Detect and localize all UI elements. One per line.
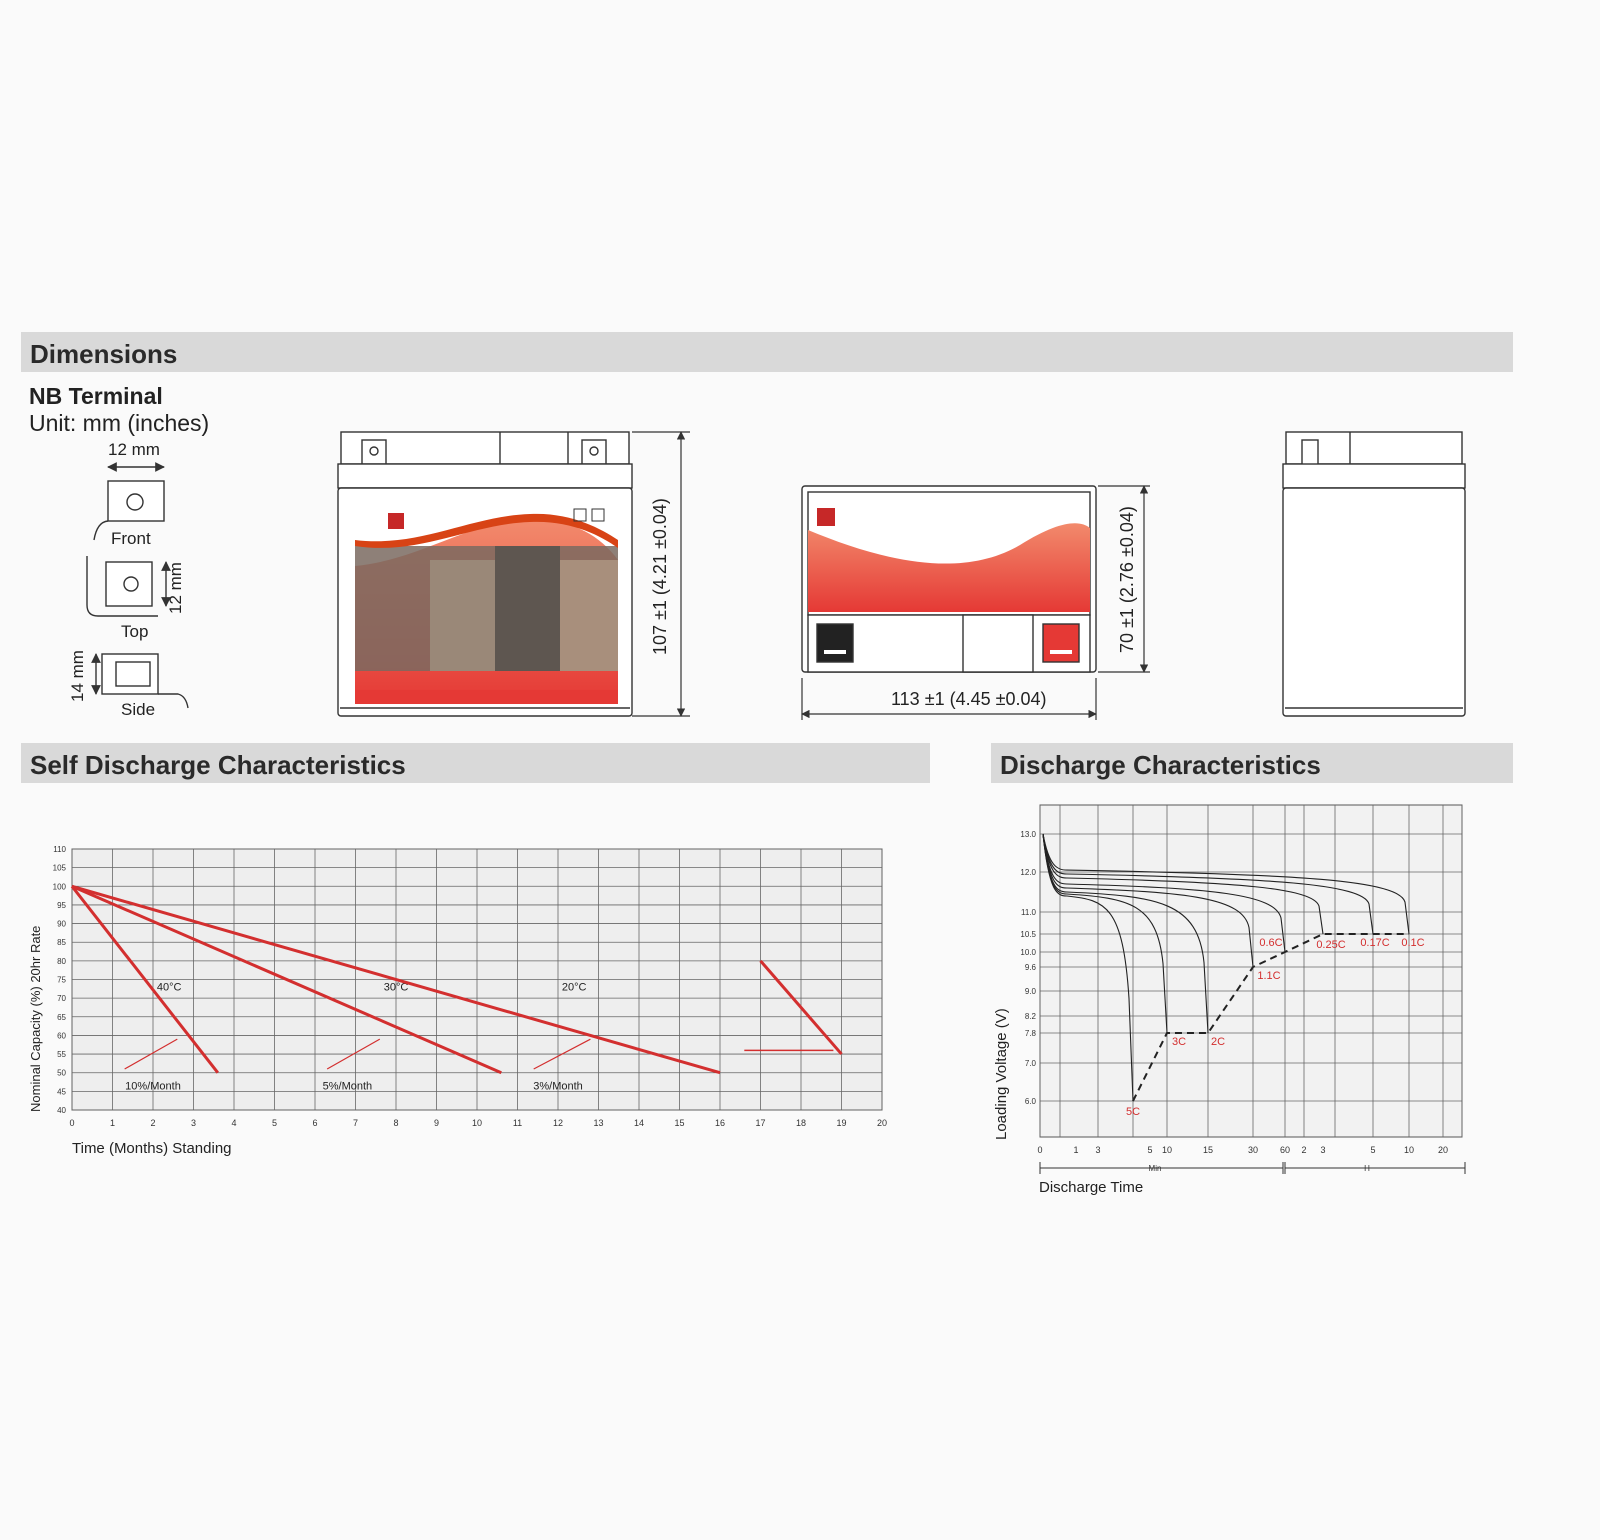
dc-series-label: 0.1C bbox=[1401, 937, 1425, 949]
sd-x-tick-label: 9 bbox=[433, 1118, 440, 1128]
negative-terminal bbox=[817, 624, 853, 662]
sd-x-tick-label: 17 bbox=[755, 1118, 766, 1128]
sd-x-tick-label: 3 bbox=[190, 1118, 197, 1128]
dc-y-tick-label: 12.0 bbox=[1020, 868, 1036, 877]
dc-x-tick-label: 10 bbox=[1161, 1145, 1173, 1155]
sd-x-tick-label: 2 bbox=[150, 1118, 156, 1128]
sd-x-tick-label: 0 bbox=[69, 1118, 75, 1128]
terminal-height-side-label: 14 mm bbox=[68, 650, 87, 702]
dc-series-label: 2C bbox=[1210, 1036, 1226, 1048]
sd-rate-label: 10%/Month bbox=[125, 1080, 181, 1093]
sd-x-tick-label: 14 bbox=[633, 1118, 645, 1128]
sd-x-tick-label: 10 bbox=[471, 1118, 483, 1128]
dc-ylabel: Loading Voltage (V) bbox=[993, 1008, 1010, 1140]
sd-x-tick-label: 13 bbox=[593, 1118, 604, 1128]
sd-ylabel: Nominal Capacity (%) 20hr Rate bbox=[28, 925, 43, 1112]
dc-series-label: 0.6C bbox=[1259, 937, 1283, 949]
unit-label: Unit: mm (inches) bbox=[29, 410, 210, 436]
dimensions-title: Dimensions bbox=[30, 339, 178, 369]
sd-x-tick-label: 5 bbox=[271, 1118, 278, 1128]
dc-x-tick-label: 5 bbox=[1147, 1145, 1153, 1155]
self-discharge-title: Self Discharge Characteristics bbox=[30, 750, 406, 780]
sd-y-tick-label: 85 bbox=[57, 938, 66, 948]
dc-y-tick-label: 7.8 bbox=[1024, 1029, 1036, 1038]
sd-x-tick-label: 6 bbox=[312, 1118, 318, 1128]
sd-xlabel: Time (Months) Standing bbox=[72, 1140, 232, 1157]
dc-y-tick-label: 7.0 bbox=[1024, 1059, 1036, 1068]
dc-y-tick-label: 9.0 bbox=[1024, 987, 1036, 996]
battery-side-view bbox=[1283, 432, 1465, 716]
top-view-label: Top bbox=[121, 622, 149, 641]
sd-y-tick-label: 65 bbox=[57, 1012, 66, 1022]
sd-series-label: 20°C bbox=[561, 981, 587, 994]
dc-x-tick-label: 3 bbox=[1320, 1145, 1326, 1155]
terminal-diagrams bbox=[87, 467, 188, 708]
dc-x-tick-label: 1 bbox=[1073, 1145, 1079, 1155]
sd-y-tick-label: 60 bbox=[57, 1031, 66, 1041]
sd-rate-label: 5%/Month bbox=[322, 1080, 373, 1093]
discharge-chart bbox=[1020, 805, 1465, 1174]
top-terminal bbox=[106, 562, 152, 606]
side-view-label: Side bbox=[121, 700, 156, 719]
sd-x-tick-label: 19 bbox=[836, 1118, 847, 1128]
dc-y-tick-label: 13.0 bbox=[1020, 830, 1036, 839]
width-dimension: 70 ±1 (2.76 ±0.04) bbox=[1117, 506, 1137, 653]
sd-x-tick-label: 1 bbox=[109, 1118, 116, 1128]
sd-x-tick-label: 15 bbox=[674, 1118, 685, 1128]
dc-y-tick-label: 8.2 bbox=[1024, 1012, 1036, 1021]
sd-x-tick-label: 4 bbox=[231, 1118, 237, 1128]
dc-x-tick-label: 15 bbox=[1202, 1145, 1214, 1155]
height-dimension-line bbox=[632, 432, 690, 716]
sd-x-tick-label: 8 bbox=[393, 1118, 399, 1128]
sd-y-tick-label: 95 bbox=[57, 900, 66, 910]
sd-y-tick-label: 75 bbox=[57, 975, 66, 985]
dc-series-label: 0.17C bbox=[1360, 937, 1390, 949]
front-view-label: Front bbox=[111, 529, 151, 548]
sd-y-tick-label: 50 bbox=[57, 1068, 66, 1078]
terminal-type: NB Terminal bbox=[29, 383, 163, 409]
dc-series-label: 0.25C bbox=[1316, 939, 1346, 951]
sd-x-tick-label: 7 bbox=[352, 1118, 359, 1128]
dc-series-label: 1.1C bbox=[1257, 970, 1281, 982]
sd-y-tick-label: 70 bbox=[57, 994, 66, 1004]
dc-min-unit: Min bbox=[1148, 1164, 1162, 1173]
sd-x-tick-label: 16 bbox=[714, 1118, 726, 1128]
dc-y-tick-label: 9.6 bbox=[1024, 963, 1036, 972]
sd-x-tick-label: 20 bbox=[876, 1118, 888, 1128]
dc-x-tick-label: 3 bbox=[1095, 1145, 1101, 1155]
terminal-width-label: 12 mm bbox=[108, 440, 160, 459]
length-dimension: 113 ±1 (4.45 ±0.04) bbox=[891, 689, 1047, 709]
sd-y-tick-label: 105 bbox=[52, 863, 66, 873]
terminal-height-top-label: 12 mm bbox=[166, 562, 185, 614]
dc-y-tick-label: 10.5 bbox=[1020, 930, 1036, 939]
height-dimension: 107 ±1 (4.21 ±0.04) bbox=[650, 498, 670, 655]
sd-y-tick-label: 80 bbox=[57, 956, 66, 966]
sd-y-tick-label: 110 bbox=[53, 845, 66, 854]
sd-y-tick-label: 45 bbox=[57, 1087, 66, 1097]
dc-series-label: 3C bbox=[1171, 1036, 1187, 1048]
discharge-title: Discharge Characteristics bbox=[1000, 750, 1321, 780]
sd-x-tick-label: 12 bbox=[552, 1118, 564, 1128]
dc-x-tick-label: 10 bbox=[1403, 1145, 1415, 1155]
sd-series-label: 40°C bbox=[156, 981, 182, 994]
dc-x-tick-label: 0 bbox=[1037, 1145, 1043, 1155]
sd-y-tick-label: 40 bbox=[57, 1106, 66, 1115]
sd-y-tick-label: 90 bbox=[57, 919, 66, 929]
dc-y-tick-label: 6.0 bbox=[1024, 1097, 1036, 1106]
sd-y-tick-label: 55 bbox=[57, 1050, 66, 1060]
sd-y-tick-label: 100 bbox=[52, 882, 66, 892]
battery-top-view bbox=[802, 486, 1096, 672]
sd-rate-label: 3%/Month bbox=[533, 1080, 583, 1093]
front-terminal bbox=[108, 481, 164, 521]
self-discharge-chart bbox=[53, 845, 887, 1128]
dc-xlabel: Discharge Time bbox=[1039, 1179, 1144, 1196]
dc-series-label: 5C bbox=[1125, 1106, 1141, 1118]
sd-x-tick-label: 11 bbox=[512, 1118, 523, 1128]
dc-y-tick-label: 11.0 bbox=[1021, 908, 1036, 917]
dc-x-tick-label: 2 bbox=[1301, 1145, 1307, 1155]
dc-x-tick-label: 5 bbox=[1370, 1145, 1376, 1155]
positive-terminal bbox=[1043, 624, 1079, 662]
dc-x-tick-label: 30 bbox=[1247, 1145, 1259, 1155]
dc-hour-unit: H bbox=[1364, 1164, 1370, 1173]
dc-x-tick-label: 20 bbox=[1437, 1145, 1449, 1155]
sd-x-tick-label: 18 bbox=[795, 1118, 807, 1128]
sd-series-label: 30°C bbox=[383, 981, 409, 994]
dc-x-tick-label: 60 bbox=[1279, 1145, 1291, 1155]
dc-y-tick-label: 10.0 bbox=[1020, 948, 1036, 957]
